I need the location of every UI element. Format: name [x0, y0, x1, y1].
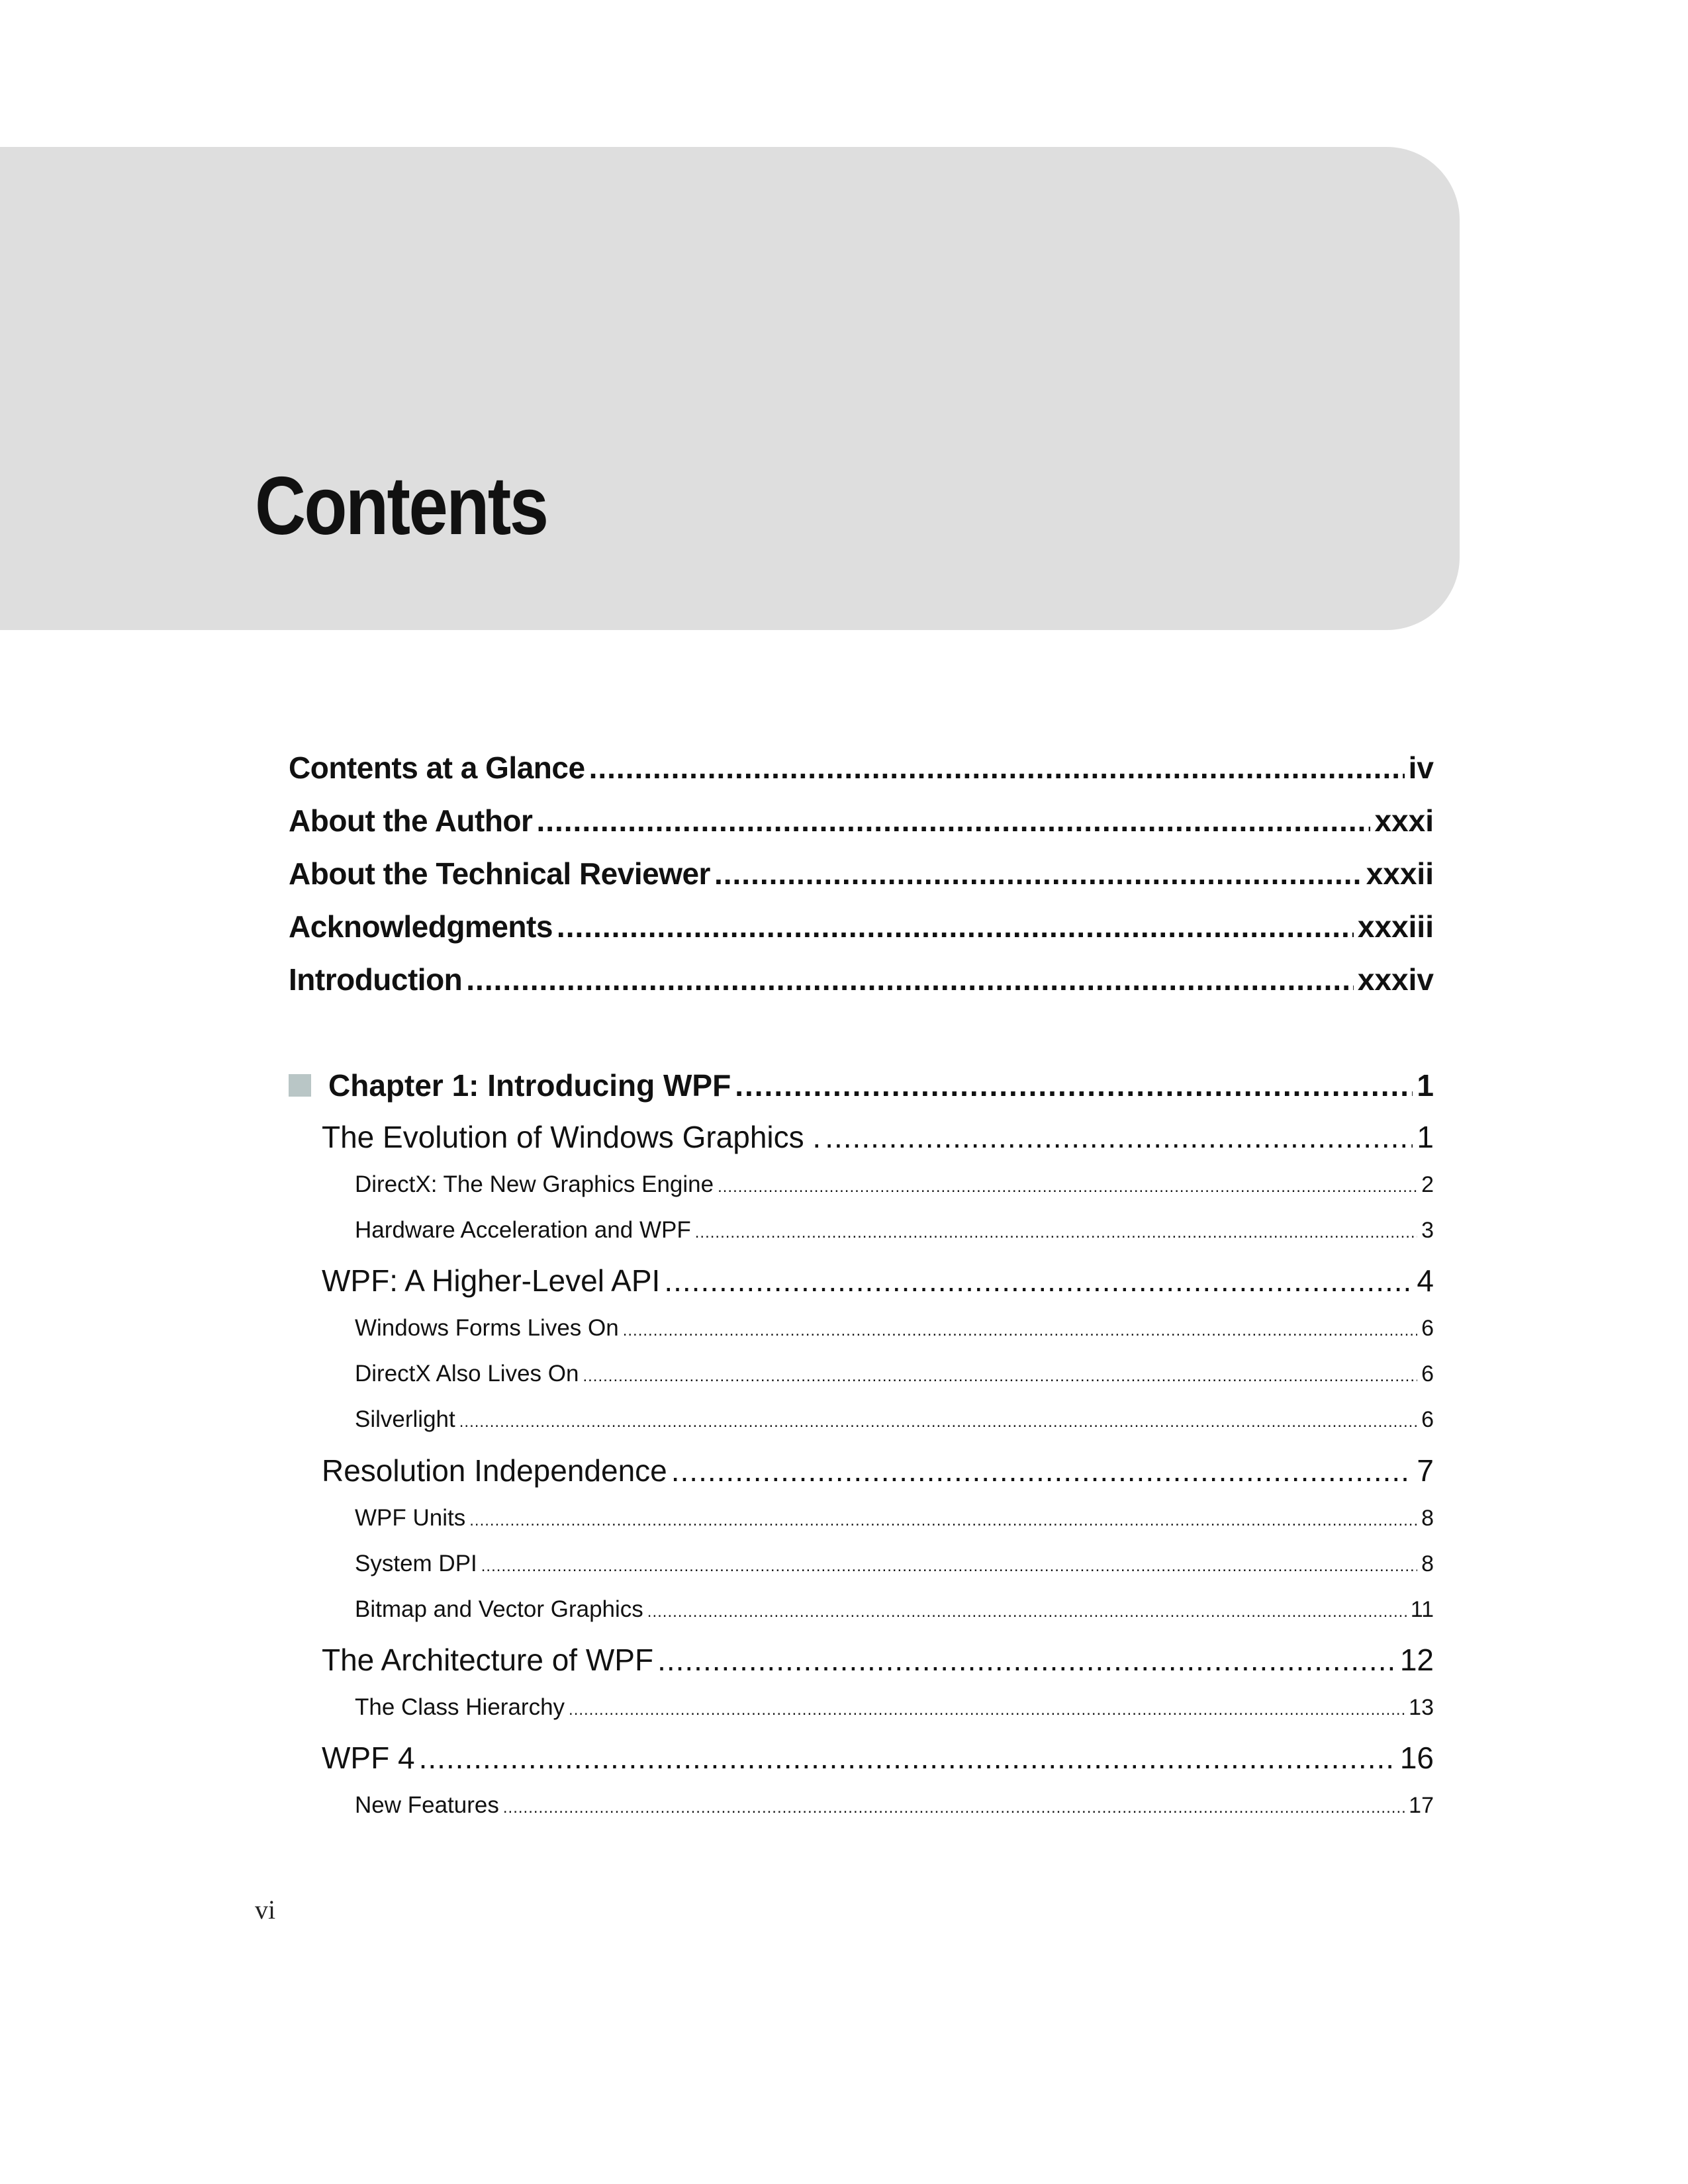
toc-entry-label: WPF 4 — [322, 1741, 415, 1775]
toc-entry-page: 7 — [1417, 1453, 1434, 1488]
toc-entry-label: Contents at a Glance — [289, 751, 585, 785]
toc-dot-leader — [589, 745, 1405, 791]
toc-dot-leader — [825, 1115, 1413, 1159]
toc-dot-leader — [466, 956, 1354, 1003]
toc-entry-label: DirectX Also Lives On — [355, 1361, 579, 1387]
toc-dot-leader — [469, 1504, 1417, 1535]
toc-entry-hardware-acceleration-and-wpf[interactable] — [355, 1214, 1434, 1247]
toc-entry-page: xxxiii — [1357, 909, 1434, 944]
toc-entry-label: The Architecture of WPF — [322, 1643, 654, 1677]
toc-entry-chapter-1[interactable] — [289, 1062, 1434, 1109]
toc-entry-contents-at-a-glance[interactable] — [289, 745, 1434, 791]
toc-dot-leader — [671, 1449, 1413, 1492]
toc-dot-leader — [695, 1216, 1417, 1247]
toc-dot-leader — [569, 1694, 1405, 1724]
toc-entry-about-the-author[interactable] — [289, 797, 1434, 844]
toc-entry-new-features[interactable] — [355, 1789, 1434, 1822]
toc-dot-leader — [557, 903, 1354, 950]
toc-entry-page: 16 — [1399, 1741, 1434, 1775]
toc-dot-leader — [503, 1792, 1405, 1822]
toc-entry-page: 13 — [1409, 1695, 1434, 1720]
toc-entry-page: 1 — [1417, 1120, 1434, 1154]
toc-entry-page: 11 — [1410, 1597, 1434, 1622]
toc-entry-label: WPF Units — [355, 1505, 466, 1531]
toc-entry-directx-also-lives-on[interactable] — [355, 1357, 1434, 1390]
toc-entry-label: Silverlight — [355, 1406, 455, 1432]
toc-dot-leader — [623, 1314, 1417, 1345]
toc-entry-page: 6 — [1421, 1361, 1434, 1387]
toc-entry-page: 1 — [1417, 1068, 1434, 1103]
title-banner — [0, 147, 1460, 630]
toc-entry-label: Bitmap and Vector Graphics — [355, 1596, 643, 1622]
toc-entry-page: xxxii — [1366, 856, 1434, 891]
toc-entry-page: 8 — [1421, 1506, 1434, 1531]
toc-entry-label: Resolution Independence — [322, 1453, 667, 1488]
toc-entry-label: Introduction — [289, 962, 463, 997]
toc-entry-page: 8 — [1421, 1551, 1434, 1576]
toc-entry-wpf-4[interactable] — [322, 1736, 1434, 1780]
toc-dot-leader — [419, 1736, 1396, 1780]
toc-dot-leader — [664, 1259, 1413, 1302]
toc-dot-leader — [536, 797, 1370, 844]
toc-entry-acknowledgments[interactable] — [289, 903, 1434, 950]
toc-dot-leader — [718, 1171, 1417, 1201]
toc-entry-silverlight[interactable] — [355, 1403, 1434, 1436]
toc-dot-leader — [714, 850, 1362, 897]
toc-entry-about-the-technical-reviewer[interactable] — [289, 850, 1434, 897]
toc-entry-wpf-higher-level-api[interactable] — [322, 1259, 1434, 1302]
toc-dot-leader — [583, 1360, 1417, 1390]
toc-entry-evolution-of-windows-graphics[interactable] — [322, 1115, 1434, 1159]
page-title: Contents — [255, 461, 547, 552]
toc-entry-wpf-units[interactable] — [355, 1502, 1434, 1535]
toc-entry-windows-forms-lives-on[interactable] — [355, 1312, 1434, 1345]
toc-entry-page: 17 — [1409, 1793, 1434, 1818]
toc-entry-directx-new-graphics-engine[interactable] — [355, 1168, 1434, 1201]
toc-entry-label: DirectX: The New Graphics Engine — [355, 1171, 714, 1197]
toc-dot-leader — [735, 1062, 1413, 1109]
toc-entry-page: 3 — [1421, 1218, 1434, 1243]
toc-entry-system-dpi[interactable] — [355, 1547, 1434, 1580]
chapter-bullet-icon — [289, 1074, 311, 1097]
toc-dot-leader — [481, 1550, 1417, 1580]
toc-dot-leader — [657, 1638, 1396, 1682]
toc-entry-page: xxxi — [1374, 803, 1434, 838]
toc-entry-page: 6 — [1421, 1407, 1434, 1432]
toc-dot-leader — [459, 1406, 1417, 1436]
toc-entry-class-hierarchy[interactable] — [355, 1691, 1434, 1724]
toc-entry-page: iv — [1408, 751, 1434, 785]
toc-entry-label: The Evolution of Windows Graphics . — [322, 1120, 821, 1154]
toc-entry-page: 2 — [1421, 1172, 1434, 1197]
toc-entry-page: 12 — [1399, 1643, 1434, 1677]
toc-entry-bitmap-and-vector-graphics[interactable] — [355, 1593, 1434, 1626]
toc-entry-page: 4 — [1417, 1263, 1434, 1298]
footer-page-number: vi — [255, 1895, 276, 1925]
toc-entry-page: xxxiv — [1357, 962, 1434, 997]
toc-entry-resolution-independence[interactable] — [322, 1449, 1434, 1492]
toc-entry-architecture-of-wpf[interactable] — [322, 1638, 1434, 1682]
toc-entry-label: WPF: A Higher-Level API — [322, 1263, 661, 1298]
toc-entry-label: New Features — [355, 1792, 499, 1818]
toc-entry-introduction[interactable] — [289, 956, 1434, 1003]
toc-entry-label: Hardware Acceleration and WPF — [355, 1217, 691, 1243]
toc-entry-label: About the Author — [289, 803, 533, 838]
toc-entry-label: Windows Forms Lives On — [355, 1315, 619, 1341]
toc-entry-label: System DPI — [355, 1551, 477, 1576]
toc-entry-label: About the Technical Reviewer — [289, 856, 710, 891]
toc-dot-leader — [647, 1596, 1407, 1626]
toc-entry-label: Chapter 1: Introducing WPF — [328, 1068, 731, 1103]
toc-entry-label: The Class Hierarchy — [355, 1694, 565, 1720]
toc-entry-label: Acknowledgments — [289, 909, 553, 944]
toc-entry-page: 6 — [1421, 1316, 1434, 1341]
